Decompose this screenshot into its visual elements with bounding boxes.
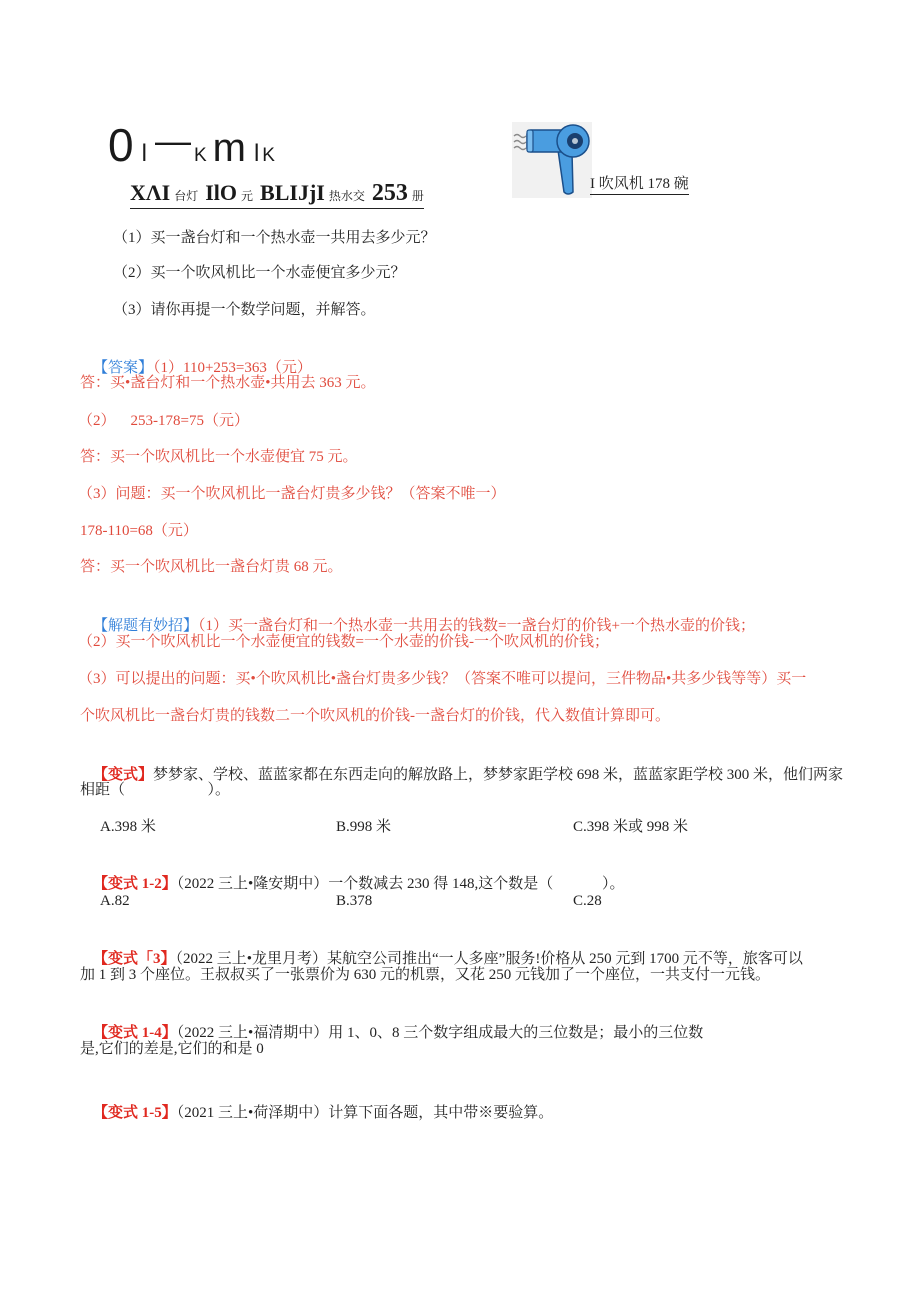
variant-5-line	[78, 1083, 553, 1143]
option-b: B.998 米	[336, 819, 392, 835]
answer-line: （1）110+253=363（元）	[153, 360, 312, 376]
price-fragment: IlO	[205, 180, 238, 205]
kettle-label: 热水交	[328, 189, 365, 203]
tips-line: （1）买一盏台灯和一个热水壶一共用去的钱数=一盏台灯的价钱+一个热水壶的价钱；	[198, 618, 755, 634]
answer-line: 答：买•盏台灯和一个热水壶•共用去 363 元。	[80, 375, 376, 391]
price-line	[130, 180, 424, 209]
option-c: C.28	[573, 893, 602, 909]
tips-line: （3）可以提出的问题：买•个吹风机比•盏台灯贵多少钱？（答案不唯可以提问，三件物品•共多少钱等等）买一	[78, 671, 807, 687]
variant-tag: 【变式「3】	[93, 951, 176, 967]
variant-text: 相距（ ）。	[80, 782, 231, 798]
heading-glyph: —	[154, 120, 191, 161]
answer-label: 【答案】	[93, 360, 154, 376]
lamp-label: 台灯	[174, 189, 199, 203]
option-b: B.378	[336, 893, 373, 909]
option-a: A.82	[100, 893, 130, 909]
unit-label: 元	[241, 189, 254, 203]
tips-line: 个吹风机比一盏台灯贵的钱数二一个吹风机的价钱-一盏台灯的价钱，代入数值计算即可。	[80, 708, 670, 724]
variant-text: （2022 三上•隆安期中）一个数减去 230 得 148,这个数是（ ）。	[176, 876, 625, 892]
price-fragment: XΛI	[130, 180, 171, 205]
variant-tag: 【变式】	[93, 767, 154, 783]
variant-text: 梦梦家、学校、蓝蓝家都在东西走向的解放路上，梦梦家距学校 698 米，蓝蓝家距学校 300 米，他们两家	[153, 767, 844, 783]
garbled-heading	[108, 118, 275, 172]
answer-line: 答：买一个吹风机比一盏台灯贵 68 元。	[80, 559, 343, 575]
option-c: C.398 米或 998 米	[573, 819, 689, 835]
variant-tag: 【变式 1-5】	[93, 1105, 177, 1121]
hair-dryer-icon	[512, 122, 592, 198]
answer-line: 答：买一个吹风机比一个水壶便宜 75 元。	[80, 449, 358, 465]
answer-line: （2） 253-178=75（元）	[78, 413, 249, 429]
variant-tag: 【变式 1-4】	[93, 1025, 177, 1041]
question-1: （1）买一盏台灯和一个热水壶一共用去多少元？	[113, 230, 436, 246]
heading-glyph: m	[212, 126, 246, 170]
heading-glyph: l	[141, 140, 147, 167]
tips-line: （2）买一个吹风机比一个水壶便宜的钱数=一个水壶的价钱-一个吹风机的价钱；	[78, 634, 609, 650]
option-a: A.398 米	[100, 819, 156, 835]
answer-line: 178-110=68（元）	[80, 523, 198, 539]
price-fragment: BLIJjI	[260, 180, 325, 205]
question-2: （2）买一个吹风机比一个水壶便宜多少元？	[113, 265, 406, 281]
variant-text: （2022 三上•福清期中）用 1、0、8 三个数字组成最大的三位数是；最小的三位数	[176, 1025, 704, 1041]
unit-label: 册	[411, 189, 424, 203]
answer-line: （3）问题：买一个吹风机比一盏台灯贵多少钱？（答案不唯一）	[78, 486, 506, 502]
heading-glyph: l	[253, 140, 260, 167]
question-3: （3）请你再提一个数学问题，并解答。	[113, 302, 376, 318]
heading-glyph: K	[262, 145, 275, 166]
variant-text: （2021 三上•荷泽期中）计算下面各题，其中带※要验算。	[176, 1105, 554, 1121]
dryer-price-label: I 吹风机 178 碗	[590, 174, 689, 195]
heading-glyph: 0	[108, 119, 134, 171]
variant-tag: 【变式 1-2】	[93, 876, 177, 892]
variant-text: （2022 三上•龙里月考）某航空公司推出“一人多座”服务!价格从 250 元到 1700 元不等，旅客可以	[175, 951, 803, 967]
heading-glyph: K	[193, 145, 207, 166]
variant-text: 加 1 到 3 个座位。王叔叔买了一张票价为 630 元的机票，又花 250 元钱加了一个座位，一共支付一元钱。	[80, 967, 771, 983]
variant-text: 是,它们的差是,它们的和是 0	[80, 1041, 264, 1057]
kettle-price: 253	[371, 180, 408, 206]
tips-label: 【解题有妙招】	[93, 618, 199, 634]
